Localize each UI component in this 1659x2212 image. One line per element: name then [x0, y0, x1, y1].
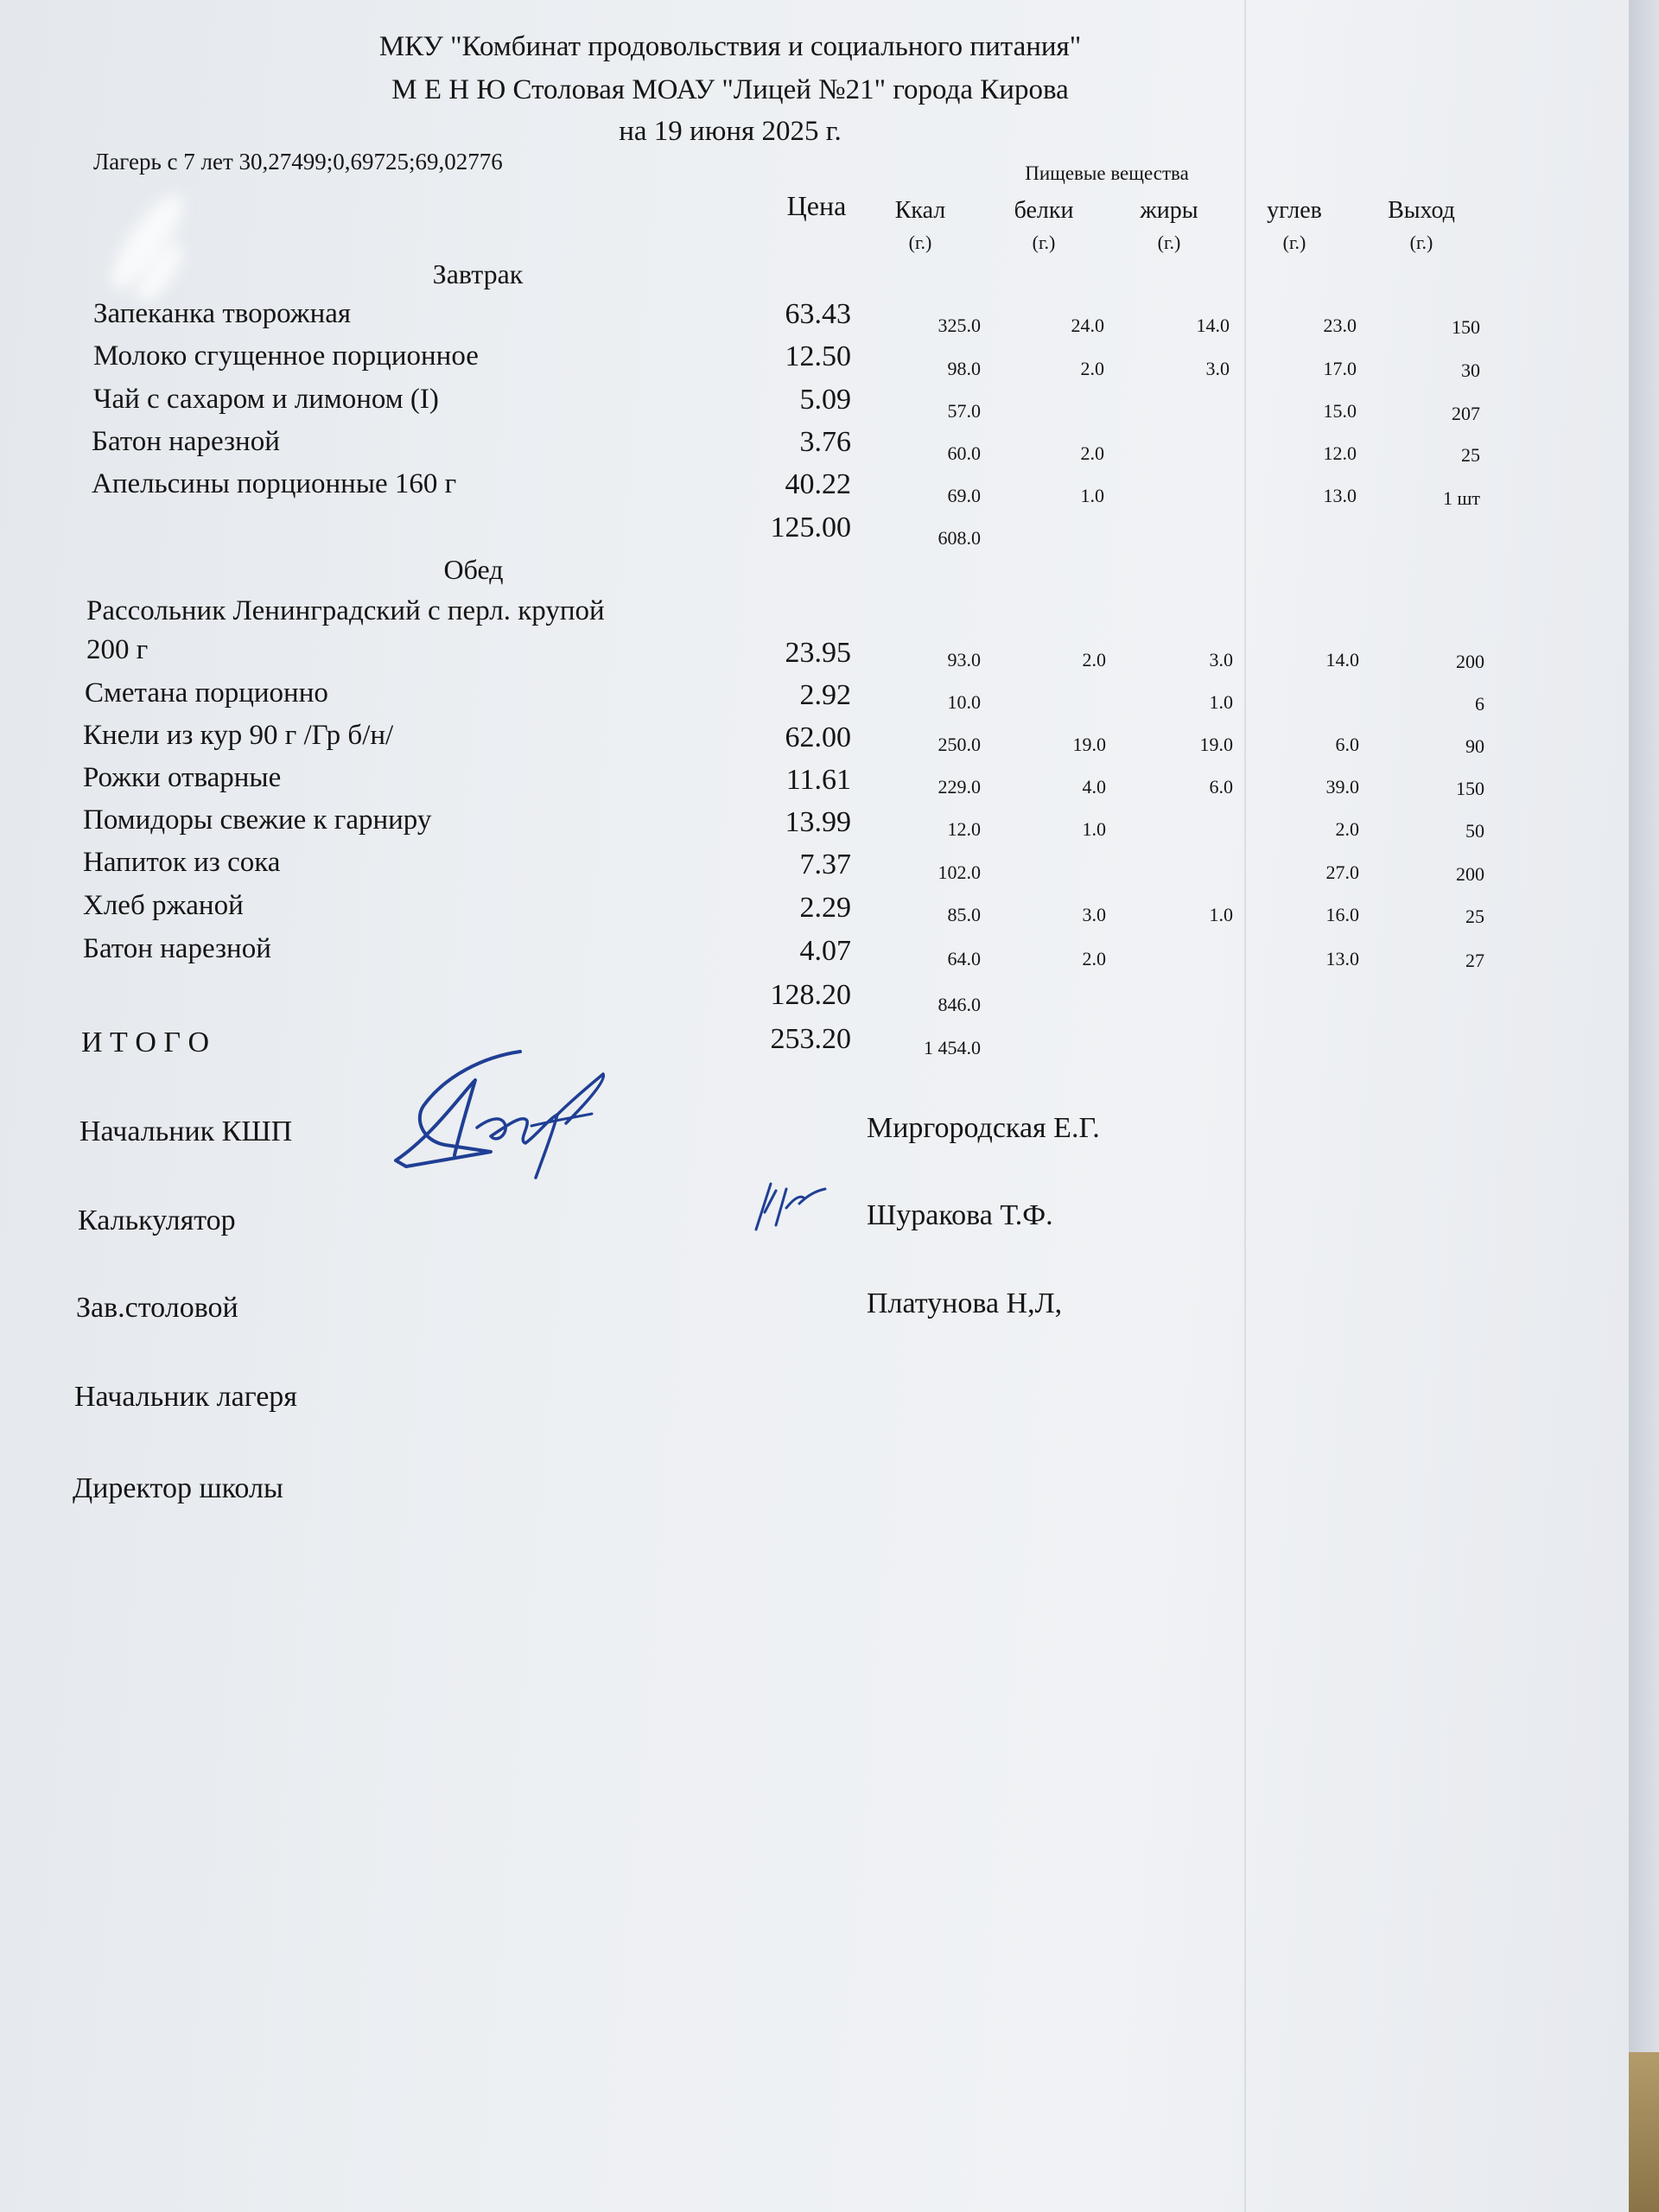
dish-yield: 200 — [1456, 863, 1484, 885]
paper-edge — [1629, 0, 1659, 2212]
dish-price: 12.50 — [785, 340, 851, 372]
dish-yield: 27 — [1465, 950, 1484, 971]
signature-calculator — [752, 1173, 830, 1234]
signature-head-kshp — [380, 1041, 613, 1188]
col-carbs-unit: (г.) — [1282, 232, 1306, 253]
dish-protein: 1.0 — [1080, 485, 1104, 506]
dish-yield: 30 — [1461, 359, 1480, 381]
lunch-total-kcal: 846.0 — [938, 994, 981, 1015]
col-protein-unit: (г.) — [1032, 232, 1056, 253]
dish-yield: 150 — [1452, 316, 1480, 338]
dish-fat: 3.0 — [1205, 358, 1230, 379]
signatory-title: Директор школы — [73, 1472, 283, 1504]
dish-name: Запеканка творожная — [93, 298, 352, 329]
dish-fat: 1.0 — [1209, 904, 1233, 925]
dish-price: 2.29 — [799, 892, 851, 924]
dish-carbs: 27.0 — [1325, 861, 1359, 883]
dish-carbs: 15.0 — [1323, 400, 1357, 422]
dish-price: 4.07 — [799, 935, 851, 967]
dish-carbs: 39.0 — [1325, 776, 1359, 798]
grand-total-price: 253.20 — [770, 1023, 851, 1055]
dish-price: 63.43 — [785, 298, 851, 330]
dish-fat: 14.0 — [1196, 315, 1230, 336]
dish-fat: 19.0 — [1199, 734, 1233, 755]
signatory-title: Калькулятор — [78, 1205, 236, 1236]
lunch-title: Обед — [443, 554, 504, 585]
dish-protein: 2.0 — [1082, 948, 1106, 969]
grand-total-label: И Т О Г О — [81, 1027, 210, 1058]
breakfast-total-price: 125.00 — [770, 512, 851, 543]
dish-price: 62.00 — [785, 721, 851, 753]
dish-name: Батон нарезной — [92, 426, 280, 457]
dish-kcal: 10.0 — [947, 691, 981, 713]
signatory-name: Миргородская Е.Г. — [867, 1112, 1100, 1144]
col-kcal-header: Ккал — [894, 197, 946, 224]
breakfast-title: Завтрак — [432, 258, 524, 289]
dish-yield: 25 — [1465, 906, 1484, 927]
dish-carbs: 12.0 — [1323, 442, 1357, 464]
dish-carbs: 6.0 — [1335, 734, 1359, 755]
col-fat-header: жиры — [1140, 197, 1198, 224]
dish-kcal: 12.0 — [947, 818, 981, 840]
grand-total-kcal: 1 454.0 — [924, 1037, 981, 1058]
col-kcal-unit: (г.) — [908, 232, 932, 253]
dish-name: Батон нарезной — [83, 933, 271, 964]
org-title: МКУ "Комбинат продовольствия и социального питания" — [378, 31, 1082, 62]
dish-kcal: 98.0 — [947, 358, 981, 379]
col-yield-header: Выход — [1388, 197, 1455, 224]
dish-kcal: 229.0 — [938, 776, 981, 798]
dish-carbs: 2.0 — [1335, 818, 1359, 840]
dish-yield: 207 — [1452, 403, 1480, 424]
dish-price: 3.76 — [799, 426, 851, 458]
dish-carbs: 13.0 — [1325, 948, 1359, 969]
dish-name: Рассольник Ленинградский с перл. крупой — [86, 595, 605, 626]
dish-name: Апельсины порционные 160 г — [92, 468, 457, 499]
dish-kcal: 57.0 — [947, 400, 981, 422]
dish-protein: 2.0 — [1080, 442, 1104, 464]
dish-yield: 6 — [1475, 693, 1484, 715]
table-corner — [1629, 2052, 1659, 2212]
dish-yield: 50 — [1465, 820, 1484, 842]
dish-name: Чай с сахаром и лимоном (I) — [93, 384, 439, 415]
dish-yield: 150 — [1456, 778, 1484, 799]
dish-price: 23.95 — [785, 637, 851, 669]
dish-kcal: 102.0 — [938, 861, 981, 883]
dish-protein: 24.0 — [1071, 315, 1104, 336]
dish-price: 2.92 — [799, 679, 851, 711]
col-price-header: Цена — [786, 190, 847, 221]
col-yield-unit: (г.) — [1409, 232, 1433, 253]
dish-carbs: 14.0 — [1325, 649, 1359, 671]
nutrients-caption: Пищевые вещества — [1025, 162, 1189, 184]
signatory-name: Шуракова Т.Ф. — [867, 1199, 1053, 1231]
dish-carbs: 23.0 — [1323, 315, 1357, 336]
dish-fat: 1.0 — [1209, 691, 1233, 713]
breakfast-total-kcal: 608.0 — [938, 527, 981, 549]
menu-title: М Е Н Ю Столовая МОАУ "Лицей №21" города Кирова — [391, 74, 1069, 105]
dish-protein: 19.0 — [1072, 734, 1106, 755]
col-fat-unit: (г.) — [1157, 232, 1181, 253]
dish-price: 13.99 — [785, 806, 851, 838]
dish-carbs: 13.0 — [1323, 485, 1357, 506]
signatory-title: Зав.столовой — [76, 1292, 238, 1324]
col-carbs-header: углев — [1267, 197, 1322, 224]
dish-name-continued: 200 г — [86, 634, 149, 665]
lunch-total-price: 128.20 — [770, 979, 851, 1011]
dish-name: Сметана порционно — [85, 677, 328, 709]
dish-fat: 6.0 — [1209, 776, 1233, 798]
dish-price: 40.22 — [785, 468, 851, 500]
dish-kcal: 64.0 — [947, 948, 981, 969]
dish-yield: 1 шт — [1442, 487, 1480, 509]
dish-name: Кнели из кур 90 г /Гр б/н/ — [83, 720, 394, 751]
dish-kcal: 69.0 — [947, 485, 981, 506]
dish-protein: 4.0 — [1082, 776, 1106, 798]
dish-price: 5.09 — [799, 384, 851, 416]
camp-line: Лагерь с 7 лет 30,27499;0,69725;69,02776 — [93, 149, 503, 175]
menu-date: на 19 июня 2025 г. — [619, 116, 842, 147]
dish-carbs: 17.0 — [1323, 358, 1357, 379]
dish-name: Помидоры свежие к гарниру — [83, 804, 432, 836]
dish-protein: 2.0 — [1080, 358, 1104, 379]
dish-name: Напиток из сока — [83, 847, 281, 878]
dish-kcal: 60.0 — [947, 442, 981, 464]
dish-name: Хлеб ржаной — [83, 890, 244, 921]
dish-name: Рожки отварные — [83, 762, 282, 793]
dish-carbs: 16.0 — [1325, 904, 1359, 925]
dish-kcal: 93.0 — [947, 649, 981, 671]
dish-kcal: 250.0 — [938, 734, 981, 755]
col-protein-header: белки — [1014, 197, 1074, 224]
dish-yield: 90 — [1465, 735, 1484, 757]
dish-kcal: 325.0 — [938, 315, 981, 336]
dish-protein: 1.0 — [1082, 818, 1106, 840]
dish-name: Молоко сгущенное порционное — [93, 340, 479, 372]
dish-protein: 2.0 — [1082, 649, 1106, 671]
signatory-title: Начальник КШП — [79, 1116, 293, 1147]
signatory-name: Платунова Н,Л, — [867, 1287, 1063, 1319]
dish-price: 11.61 — [785, 764, 851, 796]
dish-fat: 3.0 — [1209, 649, 1233, 671]
dish-yield: 25 — [1461, 444, 1480, 466]
dish-kcal: 85.0 — [947, 904, 981, 925]
dish-price: 7.37 — [799, 849, 851, 880]
signatory-title: Начальник лагеря — [74, 1381, 297, 1413]
dish-yield: 200 — [1456, 651, 1484, 672]
dish-protein: 3.0 — [1082, 904, 1106, 925]
